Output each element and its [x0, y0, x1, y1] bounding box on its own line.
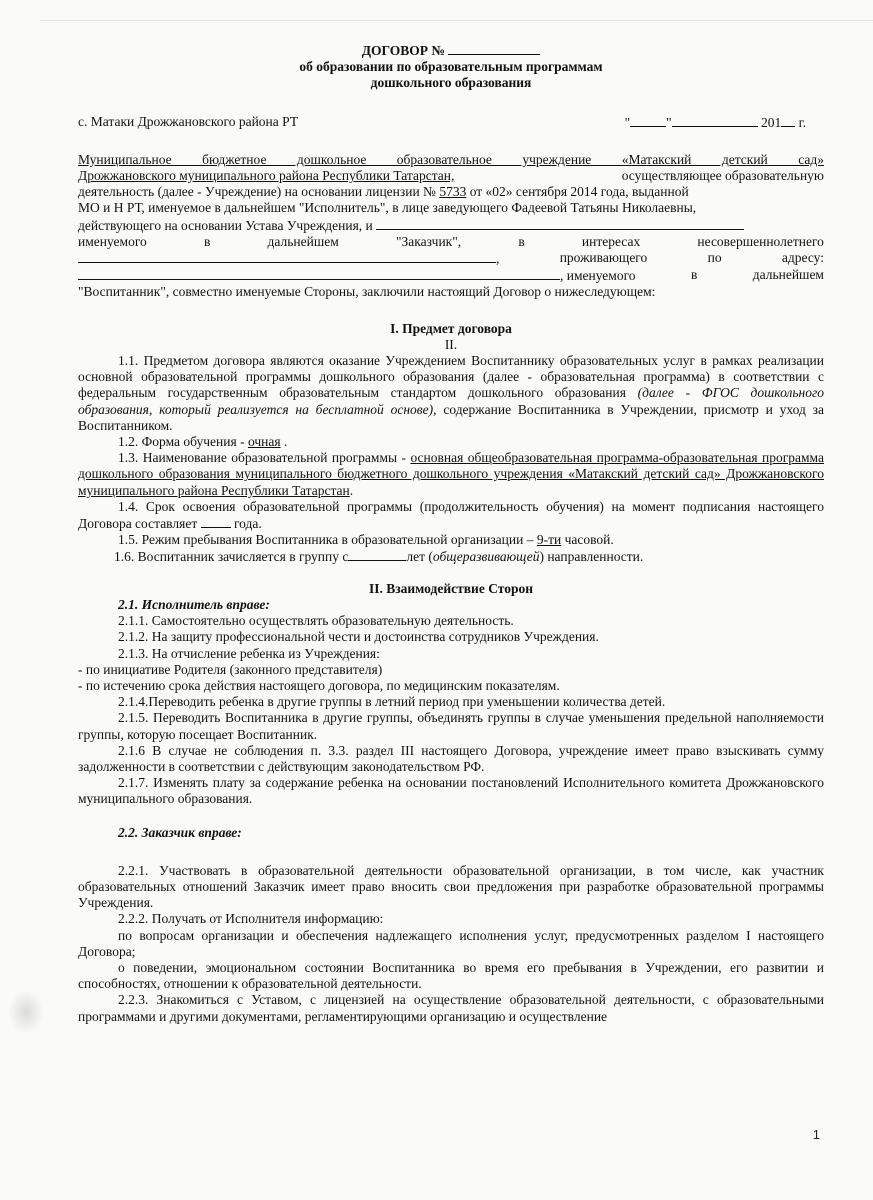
license-number: 5733	[439, 184, 467, 200]
form-of-study-value: очная	[247, 434, 281, 450]
clause-1-1-text: 1.1. Предметом договора являются оказание Учреждением Воспитаннику образовательных услуг в рамках реализации основной образовательной программы дошкольного образования (далее - образовательная программа) в соответствии с федеральным государственным образовательным стандартом дошкольного образования	[78, 353, 824, 401]
clause-2-2-3: 2.2.3. Знакомиться с Уставом, с лицензией на осуществление образовательной деятельности, с образовательными программами и другими документами, регламентирующими организацию и осуществление	[78, 992, 824, 1024]
hours-value: 9-ти	[536, 532, 562, 548]
w-nesovershennoletnego: несовершеннолетнего	[697, 233, 824, 249]
page-number: 1	[812, 1127, 820, 1142]
date-quote-close: "	[666, 114, 672, 130]
intro-line-6	[78, 234, 824, 250]
clause-1-5-text: 1.5. Режим пребывания Воспитанника в образовательной организации –	[118, 532, 537, 548]
subsection-2-1: 2.1. Исполнитель вправе:	[118, 596, 270, 612]
clause-2-1-4: 2.1.4.Переводить ребенка в другие группы в летний период при уменьшении количества детей.	[118, 694, 666, 710]
contract-title	[78, 42, 824, 59]
clause-1-5-end: часовой.	[561, 532, 614, 548]
comma-1: ,	[496, 251, 500, 267]
clause-1-1-end: содержание Воспитанника в Учреждении, присмотр и уход за Воспитанником.	[78, 401, 824, 433]
clause-2-1-2: 2.1.2. На защиту профессиональной чести и достоинства сотрудников Учреждения.	[118, 629, 599, 645]
clause-1-1	[78, 353, 824, 434]
intro-line-2-underlined: Дрожжановского муниципального района Республики Татарстан,	[78, 168, 455, 184]
customer-name-blank	[376, 217, 744, 230]
date-quote-open: "	[624, 114, 631, 130]
clause-1-6	[78, 548, 824, 565]
clause-1-3	[78, 450, 824, 499]
place-text: с. Матаки Дрожжановского района РТ	[78, 113, 299, 129]
w-interesah: интересах	[581, 233, 641, 249]
w-v-3: в	[690, 267, 698, 283]
w-dalneishem-2: дальнейшем	[752, 267, 824, 283]
section-1-heading: I. Предмет договора	[390, 320, 512, 336]
clause-1-1-italic: (далее - ФГОС дошкольного образования, который реализуется на бесплатной основе),	[78, 385, 824, 417]
intro-line-5	[78, 217, 824, 234]
contract-body	[78, 42, 824, 1025]
clause-1-4-text: 1.4. Срок освоения образовательной программы (продолжительность обучения) на момент подписания настоящего Договора составляет	[78, 498, 824, 532]
intro-line-3-start: деятельность (далее - Учреждение) на основании лицензии №	[78, 184, 440, 200]
year-blank	[781, 114, 795, 127]
subsection-2-2: 2.2. Заказчик вправе:	[118, 824, 242, 840]
clause-1-2	[78, 434, 824, 450]
w-v: в	[203, 233, 211, 249]
clause-2-1-7: 2.1.7. Изменять плату за содержание ребенка на основании постановлений Исполнительного комитета Дрожжановского муниципального образования.	[78, 775, 824, 807]
section-1-roman: II.	[444, 336, 458, 352]
month-blank	[672, 114, 758, 127]
year-suffix: г.	[795, 114, 806, 130]
year-text: 201	[760, 114, 782, 130]
scan-edge-line	[40, 20, 873, 21]
clause-1-2-end: .	[280, 434, 288, 450]
intro-line-2	[78, 168, 824, 184]
clause-2-2-2-b: о поведении, эмоциональном состоянии Воспитанника во время его пребывания в Учреждении, его развитии и способностях, отношении к образовательной деятельности.	[78, 959, 824, 992]
w-adresu: адресу:	[781, 250, 824, 266]
contract-subtitle-2: дошкольного образования	[370, 75, 532, 91]
intro-line-1: Муниципальное бюджетное дошкольное образовательное учреждение «Матакский детский сад»	[78, 151, 824, 167]
scan-smudge	[8, 990, 44, 1034]
place-date-row	[78, 114, 824, 131]
w-imenuemogo: именуемого	[78, 233, 147, 249]
intro-line-9: "Воспитанник", совместно именуемые Стороны, заключили настоящий Договор о нижеследующем:	[78, 284, 656, 300]
duration-blank	[201, 515, 231, 528]
intro-line-8	[78, 267, 824, 284]
clause-1-3-end: .	[349, 482, 354, 498]
program-name-value: основная общеобразовательная программа-образовательная программа дошкольного образования муниципального бюджетного дошкольного учреждения «Матакский детский сад» Дрожжановского муниципального района Республики Татарстан	[78, 450, 824, 498]
clause-2-2-2: 2.2.2. Получать от Исполнителя информацию:	[118, 911, 384, 927]
intro-line-4: МО и Н РТ, именуемое в дальнейшем "Исполнитель", в лице заведующего Фадеевой Татьяны Николаевны,	[78, 200, 697, 216]
w-prozhivayushchego: проживающего	[559, 250, 648, 266]
w-po: по	[707, 250, 722, 266]
clause-1-6-mid: лет (	[406, 549, 433, 565]
clause-1-6-text: 1.6. Воспитанник зачисляется в группу с	[114, 549, 349, 565]
day-blank	[630, 114, 666, 127]
group-type-value: общеразвивающей	[432, 549, 540, 565]
dash-item-1: - по инициативе Родителя (законного представителя)	[78, 661, 383, 677]
intro-paragraph	[78, 152, 824, 301]
w-dalneishem: дальнейшем	[267, 233, 339, 249]
section-2-heading: II. Взаимодействие Сторон	[368, 580, 534, 596]
clause-1-6-end: ) направленности.	[539, 549, 644, 565]
contract-subtitle-1: об образовании по образовательным программам	[299, 59, 603, 75]
clause-2-2-1: 2.2.1. Участвовать в образовательной деятельности образовательной организации, в том числе, как участник образовательных отношений Заказчик имеет право вносить свои предложения при разработке образовательной программы Учреждения.	[78, 862, 824, 911]
clause-1-2-label: 1.2. Форма обучения -	[118, 434, 248, 450]
date-field	[625, 114, 824, 131]
clause-2-1-5: 2.1.5. Переводить Воспитанника в другие группы, объединять группы в случае уменьшения предельной наполняемости группы, которую посещает Воспитанник.	[78, 710, 824, 742]
clause-1-4	[78, 499, 824, 532]
clause-2-2-2-a: по вопросам организации и обеспечения надлежащего исполнения услуг, предусмотренных разделом I настоящего Договора;	[78, 927, 824, 959]
dash-item-2: - по истечению срока действия настоящего договора, по медицинским показателям.	[78, 677, 560, 693]
intro-line-3-end: от «02» сентября 2014 года, выданной	[466, 184, 689, 200]
clause-2-1-1: 2.1.1. Самостоятельно осуществлять образовательную деятельность.	[118, 613, 514, 629]
clause-1-3-label: 1.3. Наименование образовательной программы -	[118, 450, 411, 466]
intro-line-7	[78, 250, 824, 267]
age-blank	[348, 548, 406, 561]
w-imenuemogo-2: , именуемого	[560, 268, 636, 284]
clause-2-1-3: 2.1.3. На отчисление ребенка из Учреждения:	[118, 645, 380, 661]
intro-line-2-rest: осуществляющее образовательную	[621, 168, 824, 184]
clause-1-4-end: года.	[230, 516, 262, 532]
w-zakazchik: "Заказчик",	[395, 233, 462, 249]
intro-line-5-text: действующего на основании Устава Учреждения, и	[78, 217, 377, 233]
title-text: ДОГОВОР №	[361, 43, 445, 58]
w-v-2: в	[518, 233, 525, 249]
contract-number-blank	[448, 42, 540, 55]
clause-2-1-6: 2.1.6 В случае не соблюдения п. 3.3. раздел III настоящего Договора, учреждение имеет право взыскивать сумму задолженности в соответствии с действующим законодательством РФ.	[78, 742, 824, 774]
intro-line-3	[78, 184, 824, 200]
clause-1-5	[78, 532, 824, 548]
address-blank	[78, 267, 560, 280]
child-name-blank	[78, 250, 496, 263]
